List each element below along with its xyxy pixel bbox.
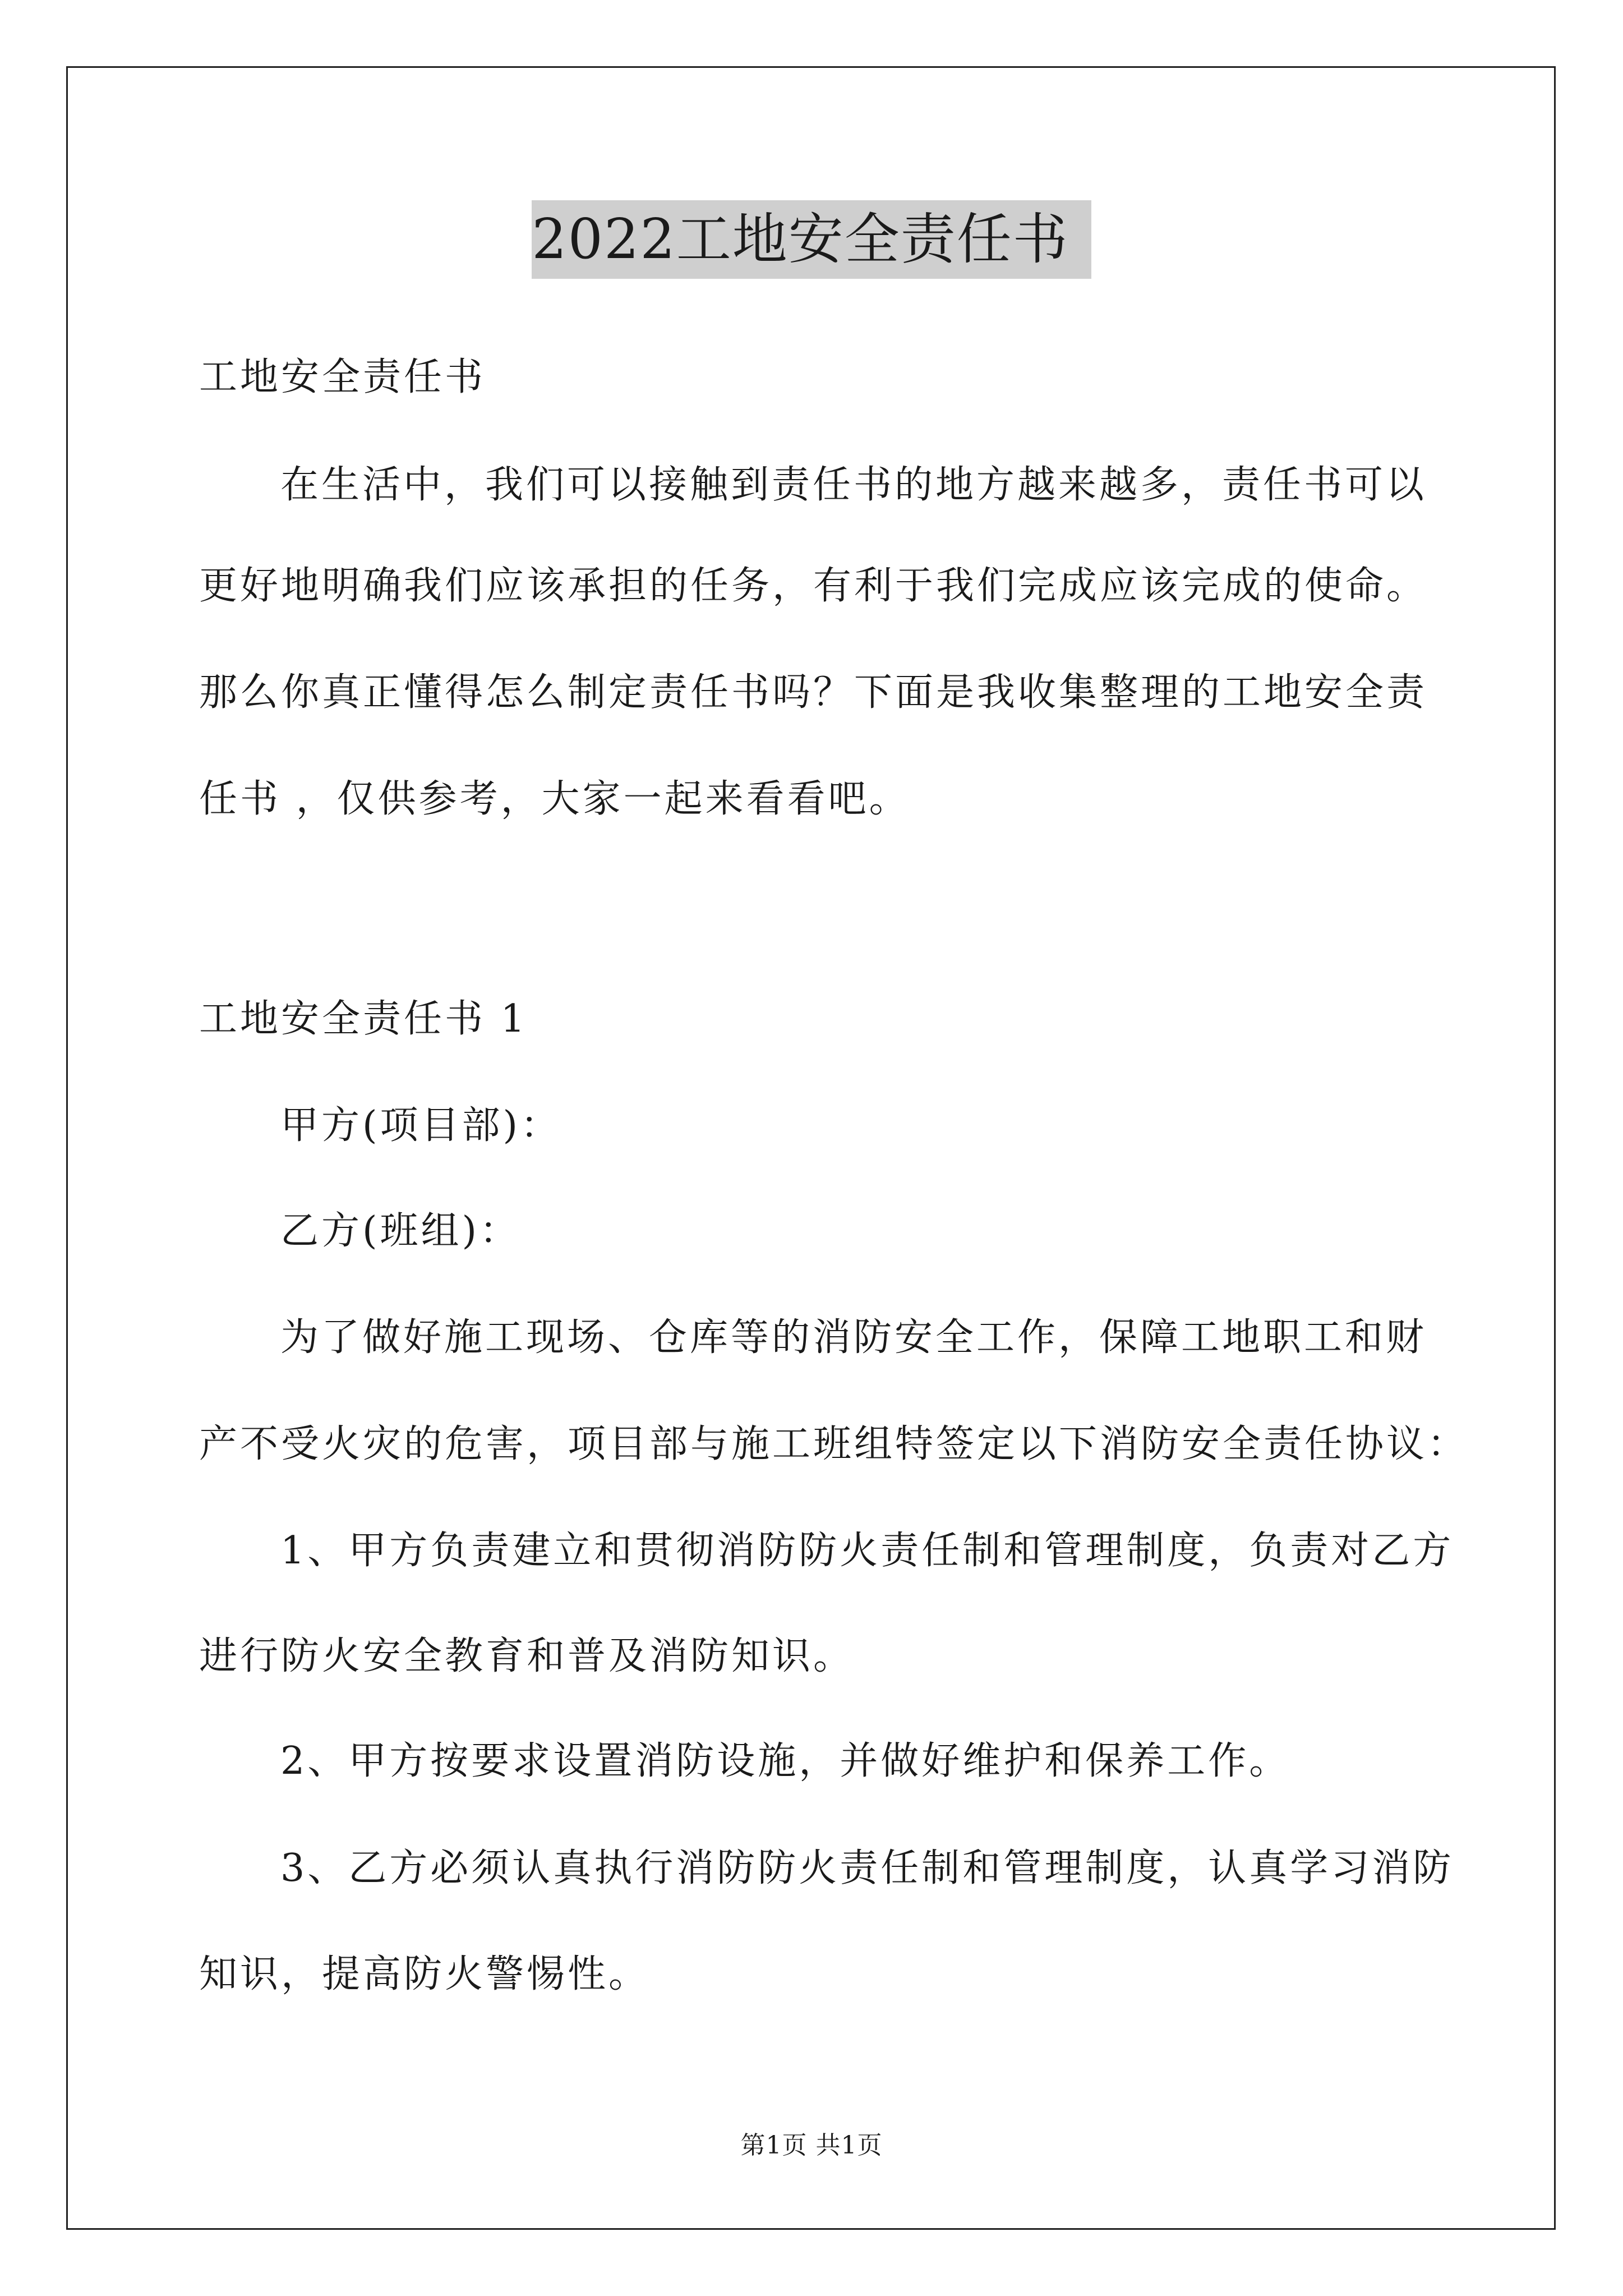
title-container	[0, 200, 1623, 279]
preamble-line-2: 产不受火灾的危害，项目部与施工班组特签定以下消防安全责任协议：	[199, 1422, 1469, 1466]
intro-line-2: 更好地明确我们应该承担的任务，有利于我们完成应该完成的使命。	[199, 564, 1428, 608]
clause-1-line-2: 进行防火安全教育和普及消防知识。	[199, 1634, 855, 1678]
clause-3-line-1: 3、乙方必须认真执行消防防火责任制和管理制度，认真学习消防	[280, 1846, 1454, 1890]
intro-line-3: 那么你真正懂得怎么制定责任书吗？下面是我收集整理的工地安全责	[199, 670, 1428, 715]
intro-line-4: 任书 ，仅供参考，大家一起来看看吧。	[199, 777, 910, 821]
clause-2: 2、甲方按要求设置消防设施，并做好维护和保养工作。	[280, 1739, 1290, 1783]
party-b-label: 乙方(班组)：	[280, 1209, 521, 1253]
preamble-line-1: 为了做好施工现场、仓库等的消防安全工作，保障工地职工和财	[280, 1315, 1427, 1360]
clause-3-line-2: 知识，提高防火警惕性。	[199, 1952, 650, 1996]
intro-line-1: 在生活中，我们可以接触到责任书的地方越来越多，责任书可以	[280, 463, 1427, 507]
document-title: 2022工地安全责任书	[532, 200, 1091, 279]
clause-1-line-1: 1、甲方负责建立和贯彻消防防火责任制和管理制度，负责对乙方	[280, 1529, 1454, 1573]
section-heading: 工地安全责任书 1	[199, 997, 528, 1041]
page-footer: 第1页 共1页	[740, 2131, 883, 2160]
subtitle: 工地安全责任书	[199, 355, 486, 399]
party-a-label: 甲方(项目部)：	[280, 1103, 562, 1148]
